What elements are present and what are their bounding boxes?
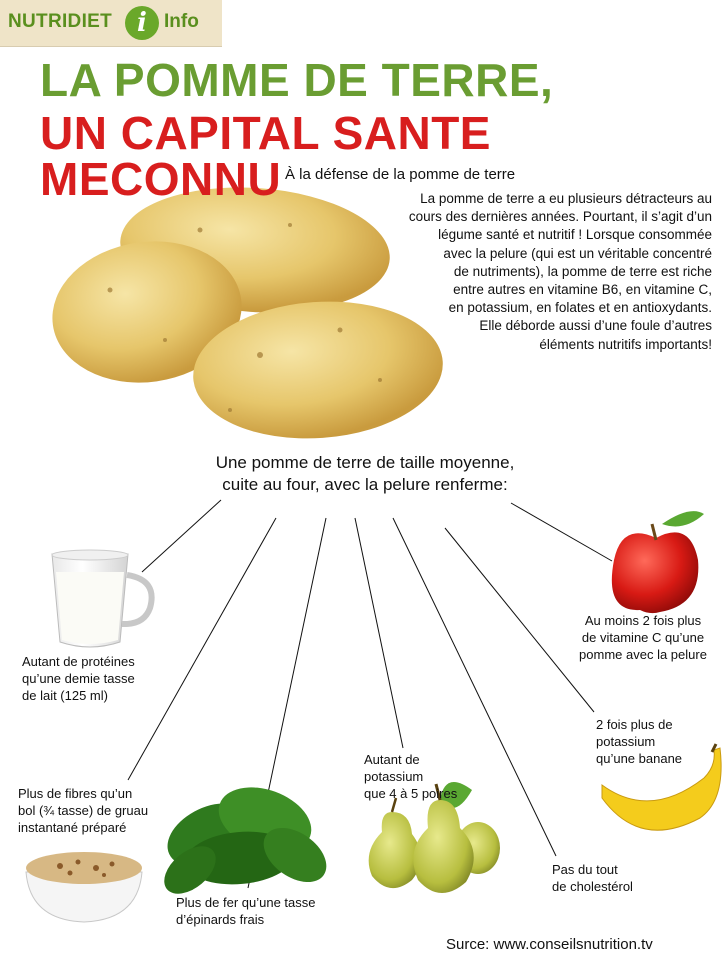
fact-apple — [560, 612, 726, 663]
intro-line: entre autres en vitamine B6, en vitamine C, — [453, 282, 712, 298]
intro-line: légume santé et nutritif ! Lorsque consommée — [438, 227, 712, 243]
fact-line: bol (¾ tasse) de gruau — [18, 803, 149, 818]
fact-spinach — [176, 894, 315, 928]
apple-image — [612, 511, 704, 613]
fact-line: qu’une banane — [596, 751, 683, 766]
fact-fiber — [18, 785, 148, 836]
logo-brand-text: NUTRIDIET — [8, 11, 113, 32]
fact-line: que 4 à 5 poires — [364, 786, 458, 801]
intro-line: de nutriments), la pomme de terre est riche — [453, 263, 712, 279]
fact-line: Au moins 2 fois plus — [584, 613, 702, 628]
fact-line: pomme avec la pelure — [579, 647, 707, 662]
fact-line: instantané préparé — [18, 820, 127, 835]
fact-line: Plus de fer qu’une tasse — [176, 895, 316, 910]
intro-line: cours des dernières années. Pourtant, il s’agit d’un — [408, 209, 712, 225]
fact-line: de cholestérol — [552, 879, 633, 894]
fact-line: d’épinards frais — [176, 912, 265, 927]
subtitle: À la défense de la pomme de terre — [285, 166, 516, 183]
fact-pear — [364, 751, 457, 802]
intro-line: La pomme de terre a eu plusieurs détracteurs au — [420, 191, 712, 206]
fact-line: 2 fois plus de — [596, 717, 673, 732]
section-heading — [170, 452, 560, 496]
section-heading-line: cuite au four, avec la pelure renferme: — [222, 475, 508, 494]
milk-glass-image — [52, 550, 152, 647]
fact-line: Autant de — [364, 752, 420, 767]
intro-line: Elle déborde aussi d’une foule d’autres — [479, 318, 712, 334]
spinach-image — [155, 775, 336, 903]
fact-line: de vitamine C qu’une — [581, 630, 705, 645]
fact-banana — [596, 716, 682, 767]
fact-line: Pas du tout — [552, 862, 618, 877]
intro-paragraph — [322, 190, 712, 354]
fact-line: potassium — [364, 769, 424, 784]
oatmeal-bowl-image — [26, 852, 142, 922]
nutridiet-logo — [0, 0, 222, 47]
title-line-2: UN CAPITAL SANTE MECONNU — [40, 107, 491, 205]
fact-line: Autant de protéines — [22, 654, 135, 669]
intro-line: en potassium, en folates et en antioxydants. — [448, 300, 712, 316]
fact-line: qu’une demie tasse — [22, 671, 135, 686]
source-credit: Surce: www.conseilsnutrition.tv — [446, 936, 653, 953]
intro-line: avec la pelure (qui est un véritable concentré — [443, 245, 712, 261]
info-icon: i — [125, 6, 159, 40]
logo-info-text: Info — [164, 11, 199, 32]
intro-line: éléments nutritifs importants! — [539, 336, 712, 352]
fact-cholesterol — [552, 861, 633, 895]
title-line-1: LA POMME DE TERRE, — [40, 54, 554, 106]
section-heading-line: Une pomme de terre de taille moyenne, — [215, 453, 515, 472]
fact-line: potassium — [596, 734, 656, 749]
fact-milk — [22, 653, 135, 704]
fact-line: de lait (125 ml) — [22, 688, 108, 703]
fact-line: Plus de fibres qu’un — [18, 786, 133, 801]
